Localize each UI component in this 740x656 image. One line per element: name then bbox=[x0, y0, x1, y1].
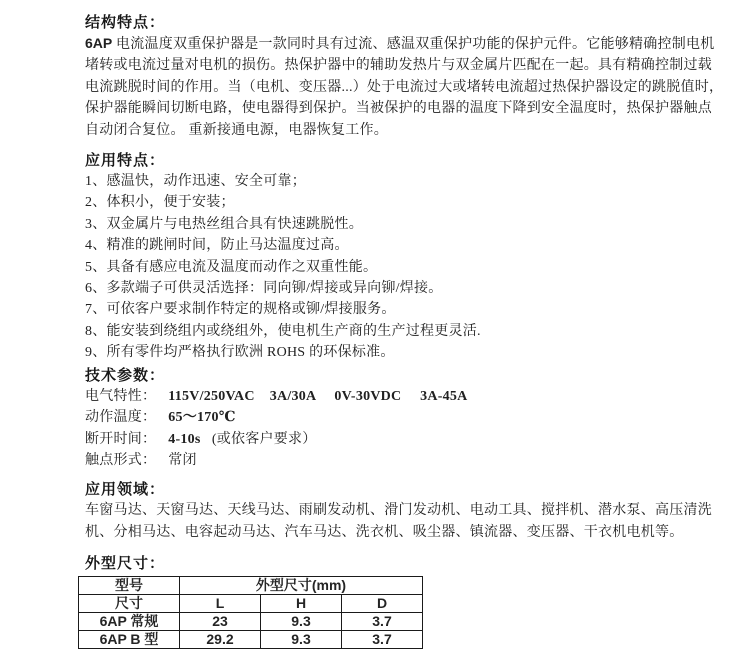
dimensions-table bbox=[78, 576, 423, 649]
param-note: (或依客户要求） bbox=[200, 431, 317, 447]
section-technical-parameters bbox=[85, 365, 714, 472]
table-subheader-H: H bbox=[261, 595, 342, 613]
param-electrical bbox=[85, 386, 714, 407]
fields-heading: 应用领域： bbox=[85, 481, 166, 499]
structure-line-4: 保护器能瞬间切断电路，使电器得到保护。当被保护的电器的温度下降到安全温度时，热保护器触点 bbox=[85, 101, 712, 117]
feature-item-3: 3、双金属片与电热丝组合具有快速跳脱性。 bbox=[85, 216, 363, 232]
param-value: 115V/250VAC 3A/30A 0V-30VDC 3A-45A bbox=[168, 388, 468, 404]
structure-heading: 结构特点： bbox=[85, 14, 166, 31]
param-label: 动作温度： bbox=[85, 410, 157, 426]
table-header-row bbox=[79, 577, 423, 595]
table-subheader-L: L bbox=[180, 595, 261, 613]
param-label: 电气特性： bbox=[85, 388, 157, 404]
param-value: 65～170℃ bbox=[168, 410, 236, 426]
cell-H: 9.3 bbox=[261, 613, 342, 631]
cell-model: 6AP 常规 bbox=[79, 613, 180, 631]
structure-line-1 bbox=[85, 33, 714, 55]
fields-line-1: 车窗马达、天窗马达、天线马达、雨刷发动机、滑门发动机、电动工具、搅拌机、潜水泵、高压清洗 bbox=[85, 503, 712, 519]
features-heading: 应用特点： bbox=[85, 152, 166, 170]
model-code: 6AP bbox=[85, 35, 113, 51]
feature-item-1: 1、感温快，动作迅速、安全可靠； bbox=[85, 174, 306, 190]
cell-model: 6AP B 型 bbox=[79, 631, 180, 649]
cell-L: 29.2 bbox=[180, 631, 261, 649]
section-dimensions bbox=[85, 553, 714, 649]
cell-D: 3.7 bbox=[342, 613, 423, 631]
feature-item-5: 5、具备有感应电流及温度而动作之双重性能。 bbox=[85, 259, 378, 275]
param-open-time bbox=[85, 429, 714, 450]
section-structure bbox=[85, 12, 724, 141]
param-note: 常闭 bbox=[168, 452, 197, 468]
feature-item-7: 7、可依客户要求制作特定的规格或铆/焊接服务。 bbox=[85, 302, 396, 318]
table-header-model: 型号 bbox=[79, 577, 180, 595]
param-label: 断开时间： bbox=[85, 431, 157, 447]
tech-heading: 技术参数： bbox=[85, 366, 166, 384]
table-row-btype bbox=[79, 631, 423, 649]
cell-L: 23 bbox=[180, 613, 261, 631]
feature-item-6: 6、多款端子可供灵活选择：同向铆/焊接或异向铆/焊接。 bbox=[85, 281, 443, 297]
structure-line-3: 电流跳脱时间的作用。当（电机、变压器...）处于电流过大或堵转电流超过热保护器设定的跳脱值时， bbox=[85, 79, 724, 95]
param-label: 触点形式： bbox=[85, 452, 157, 468]
structure-line-1-text: 电流温度双重保护器是一款同时具有过流、感温双重保护功能的保护元件。它能够精确控制电机 bbox=[112, 37, 715, 52]
fields-line-2: 机、分相马达、电容起动马达、汽车马达、洗衣机、吸尘器、镇流器、变压器、干衣机电机等。 bbox=[85, 524, 684, 540]
param-contact-form bbox=[85, 450, 714, 471]
cell-D: 3.7 bbox=[342, 631, 423, 649]
structure-line-5: 自动闭合复位。 重新接通电源，电器恢复工作。 bbox=[85, 122, 388, 138]
param-value: 4-10s bbox=[168, 431, 201, 447]
param-temperature bbox=[85, 407, 714, 428]
structure-line-2: 堵转或电流过量对电机的损伤。热保护器中的辅助发热片与双金属片匹配在一起。具有精确控制过载 bbox=[85, 58, 712, 74]
cell-H: 9.3 bbox=[261, 631, 342, 649]
table-subheader-D: D bbox=[342, 595, 423, 613]
feature-item-8: 8、能安装到绕组内或绕组外，使电机生产商的生产过程更灵活. bbox=[85, 323, 481, 339]
section-application-features bbox=[85, 150, 714, 364]
table-row-standard bbox=[79, 613, 423, 631]
feature-item-4: 4、精准的跳闸时间，防止马达温度过高。 bbox=[85, 238, 349, 254]
table-subheader-row bbox=[79, 595, 423, 613]
feature-item-2: 2、体积小，便于安装； bbox=[85, 195, 235, 211]
table-header-span: 外型尺寸(mm) bbox=[180, 577, 423, 595]
feature-item-9: 9、所有零件均严格执行欧洲 ROHS 的环保标准。 bbox=[85, 345, 395, 361]
table-subheader-size: 尺寸 bbox=[79, 595, 180, 613]
dims-heading: 外型尺寸： bbox=[85, 555, 166, 573]
section-application-fields bbox=[85, 479, 714, 543]
